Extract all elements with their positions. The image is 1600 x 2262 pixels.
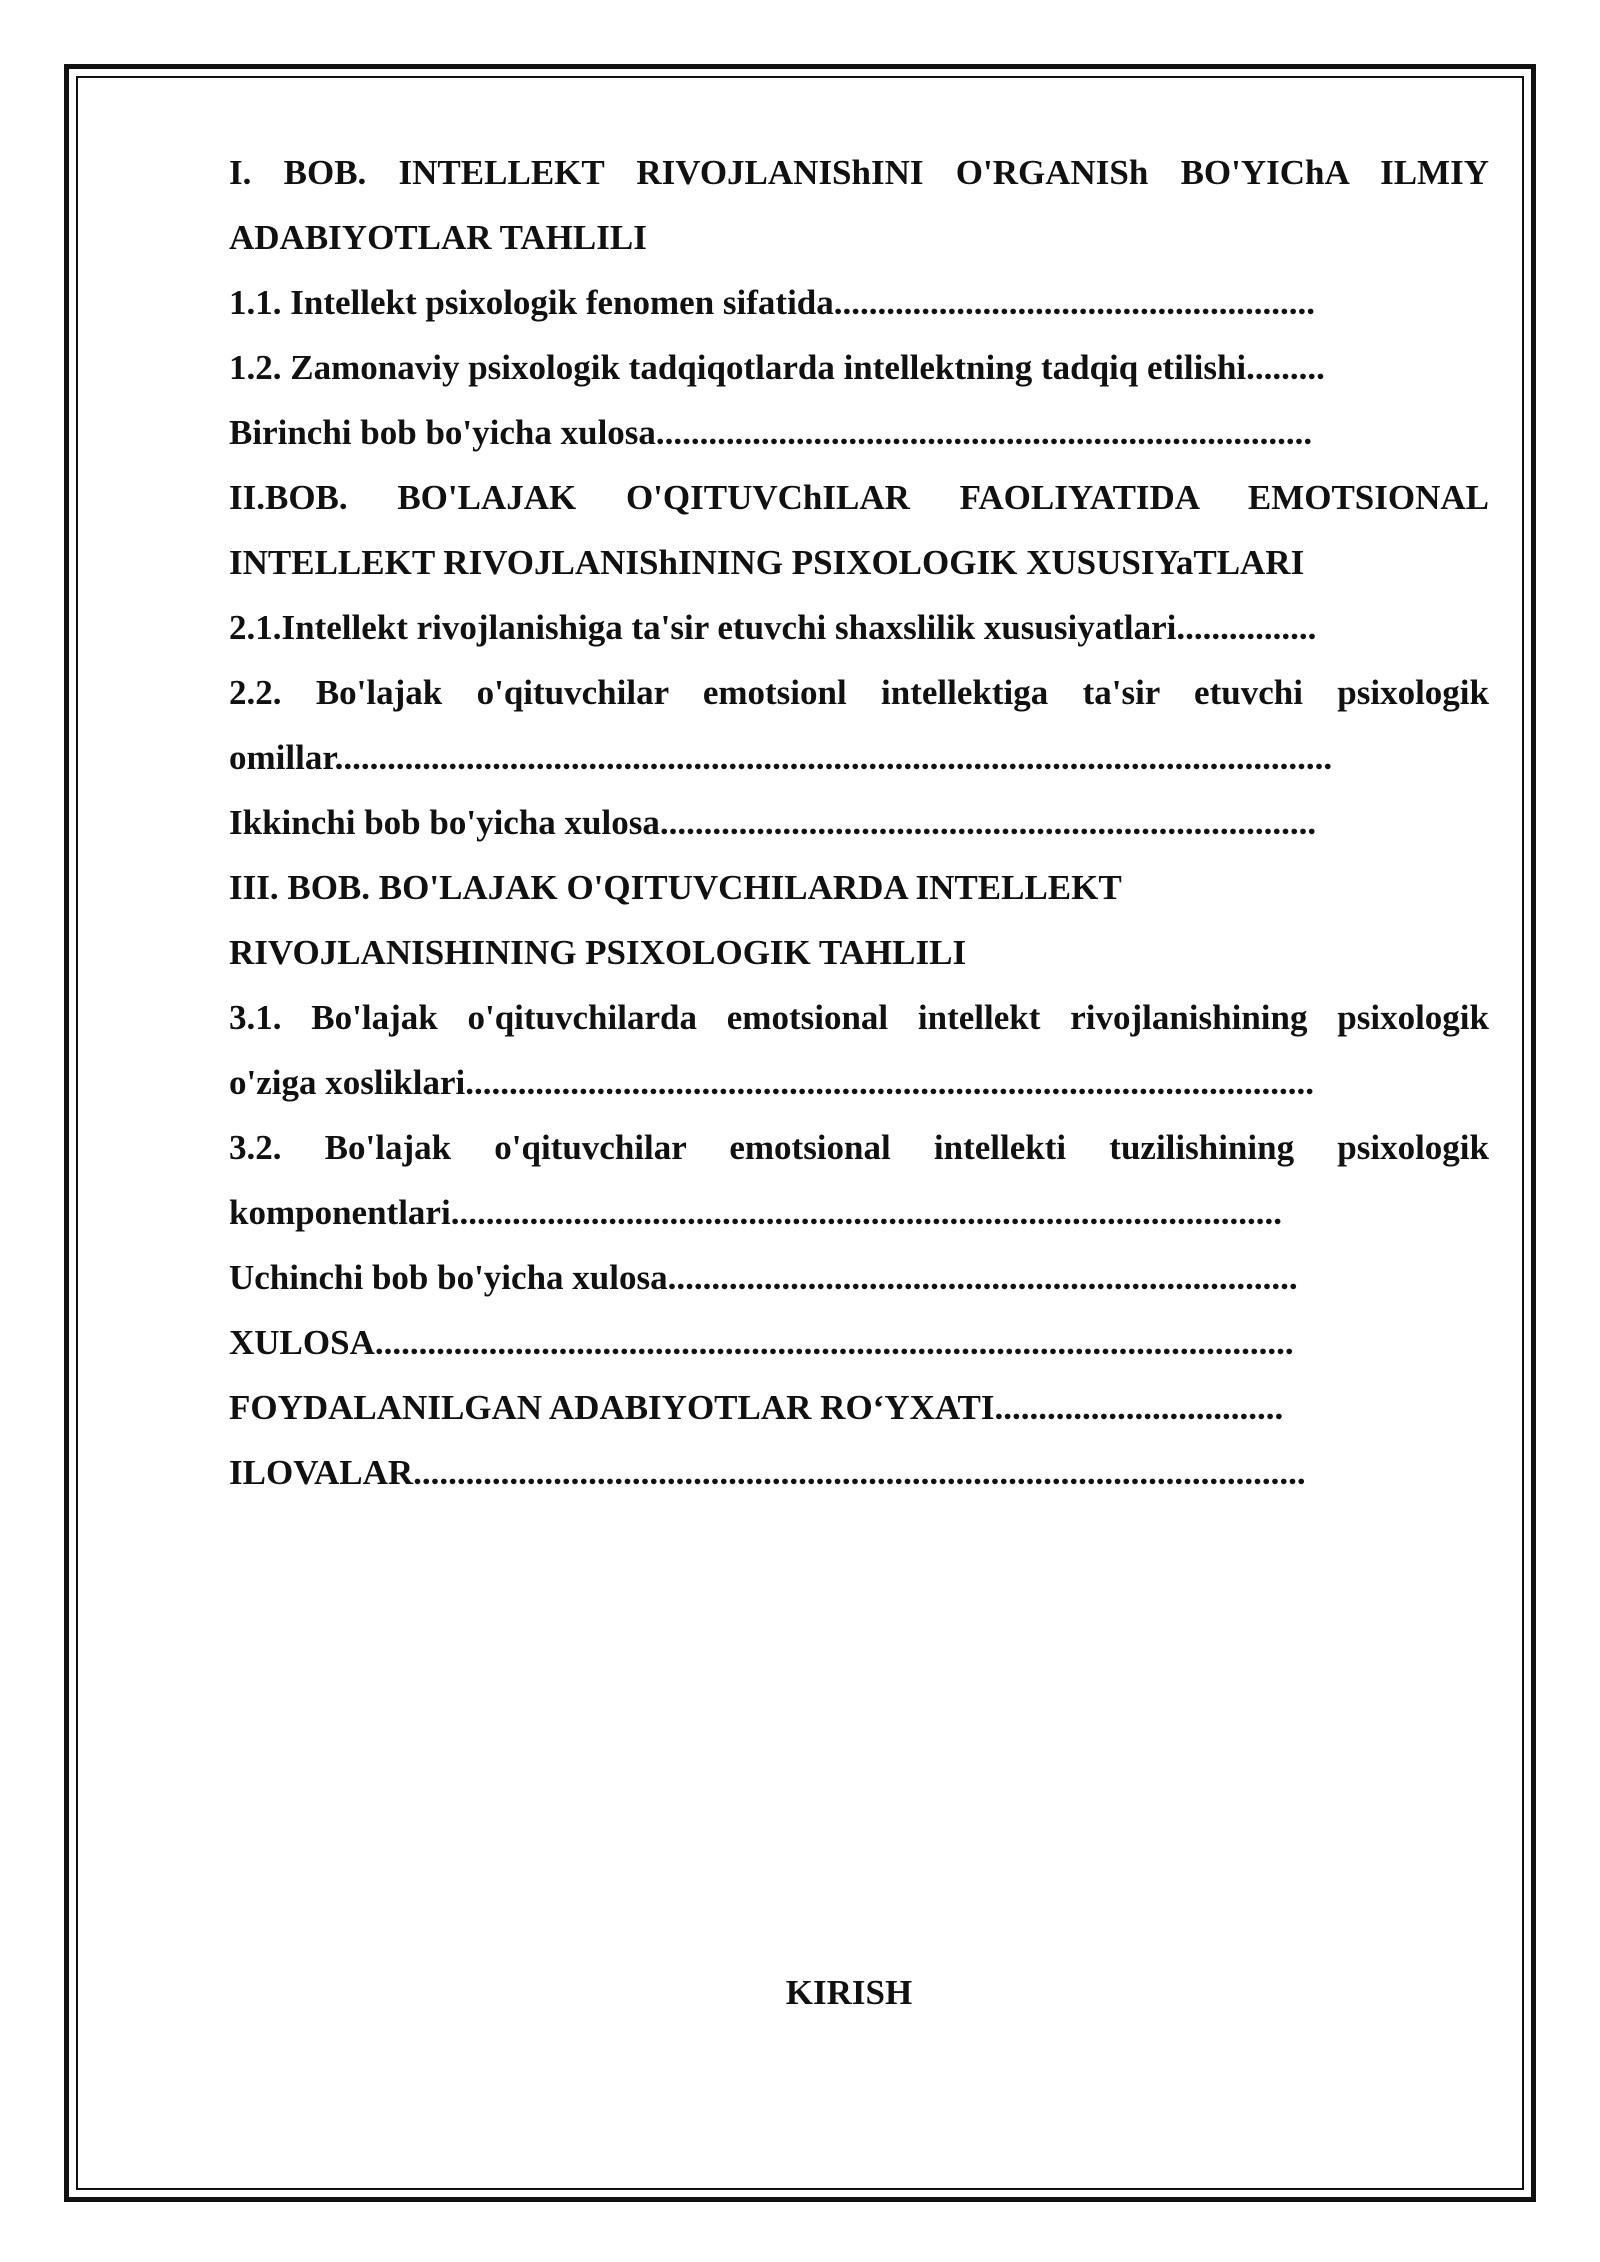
toc-chapter-2-conclusion: Ikkinchi bob bo'yicha xulosa........................................................................... — [229, 803, 1317, 842]
toc-chapter-3-conclusion: Uchinchi bob bo'yicha xulosa........................................................................ — [229, 1258, 1298, 1297]
toc-chapter-1-conclusion: Birinchi bob bo'yicha xulosa........................................................................... — [229, 413, 1313, 452]
toc-section-3-1-line-2: o'ziga xosliklari................................................................................................. — [229, 1063, 1314, 1102]
toc-section-3-1-line-1: 3.1. Bo'lajak o'qituvchilarda emotsional intellekt rivojlanishining psixologik — [229, 998, 1489, 1037]
toc-references: FOYDALANILGAN ADABIYOTLAR RO‘YXATI................................. — [229, 1388, 1284, 1427]
toc-section-1-1: 1.1. Intellekt psixologik fenomen sifatida....................................................... — [229, 283, 1316, 322]
table-of-contents — [229, 140, 1489, 1505]
intro-heading: KIRISH — [785, 1973, 913, 2012]
toc-section-3-2-line-1: 3.2. Bo'lajak o'qituvchilar emotsional intellekti tuzilishining psixologik — [229, 1128, 1489, 1167]
toc-chapter-3-title-line-2: RIVOJLANISHINING PSIXOLOGIK TAHLILI — [229, 933, 967, 972]
toc-chapter-2-title-line-2: INTELLEKT RIVOJLANIShINING PSIXOLOGIK XUSUSIYaTLARI — [229, 543, 1305, 582]
toc-chapter-1-title-line-2: ADABIYOTLAR TAHLILI — [229, 218, 647, 257]
toc-section-2-1: 2.1.Intellekt rivojlanishiga ta'sir etuvchi shaxslilik xususiyatlari................ — [229, 608, 1317, 647]
toc-section-2-2-line-1: 2.2. Bo'lajak o'qituvchilar emotsionl intellektiga ta'sir etuvchi psixologik — [229, 673, 1489, 712]
toc-section-1-2: 1.2. Zamonaviy psixologik tadqiqotlarda intellektning tadqiq etilishi......... — [229, 348, 1325, 387]
toc-section-2-2-line-2: omillar.................................................................................................................. — [229, 738, 1333, 777]
toc-chapter-3-title-line-1: III. BOB. BO'LAJAK O'QITUVCHILARDA INTELLEKT — [229, 868, 1122, 907]
toc-appendices: ILOVALAR...................................................................................................... — [229, 1453, 1306, 1492]
toc-chapter-1-title-line-1: I. BOB. INTELLEKT RIVOJLANIShINI O'RGANISh BO'YIChA ILMIY — [229, 153, 1489, 192]
toc-chapter-2-title-line-1: II.BOB. BO'LAJAK O'QITUVChILAR FAOLIYATIDA EMOTSIONAL — [229, 478, 1489, 517]
toc-section-3-2-line-2: komponentlari............................................................................................... — [229, 1193, 1282, 1232]
toc-conclusion: XULOSA......................................................................................................... — [229, 1323, 1294, 1362]
